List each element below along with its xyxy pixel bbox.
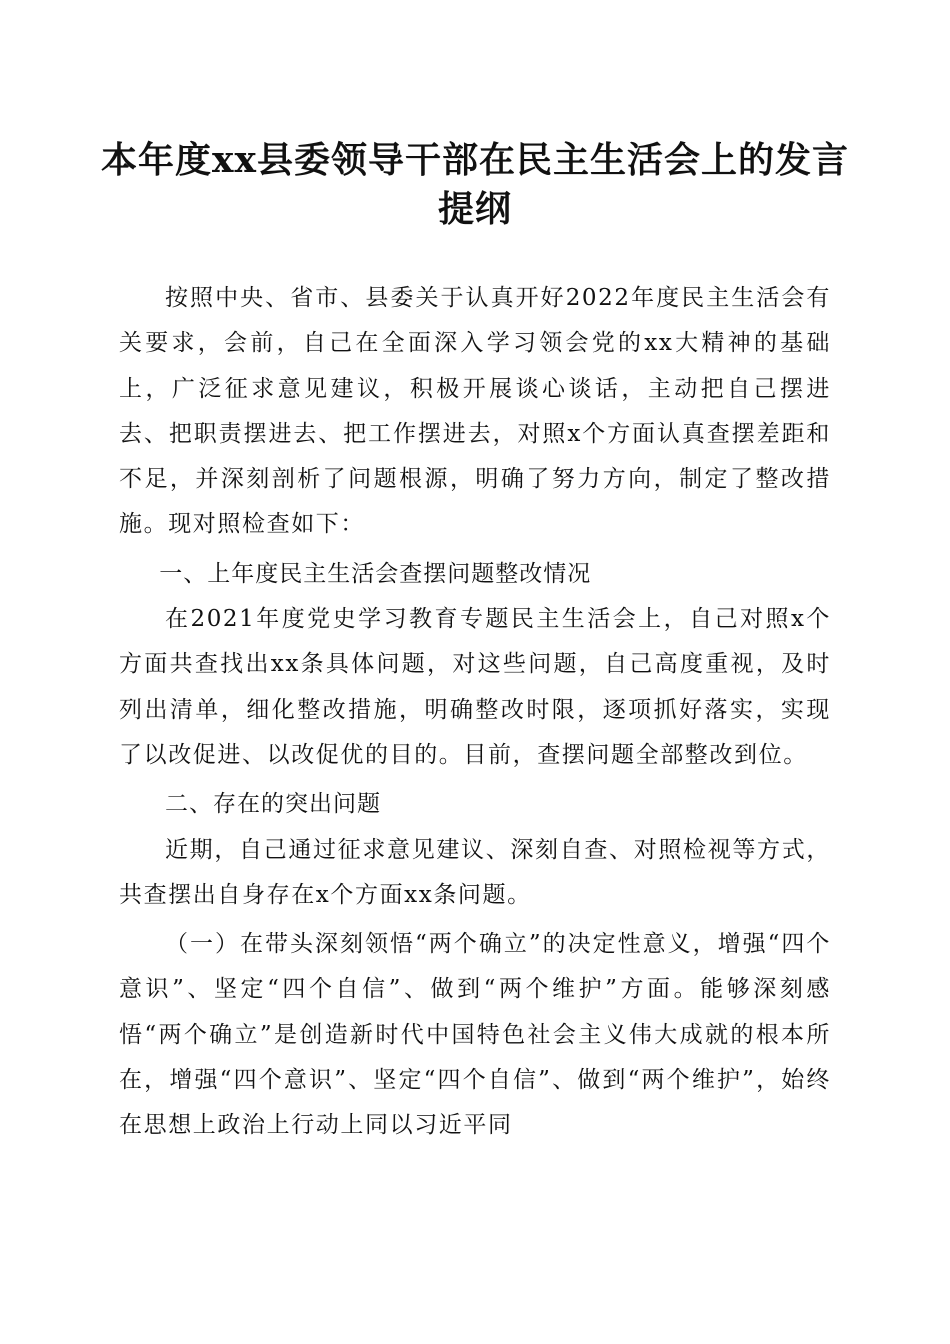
intro-paragraph: 按照中央、省市、县委关于认真开好2022年度民主生活会有关要求，会前，自己在全面深入学习领会党的xx大精神的基础上，广泛征求意见建议，积极开展谈心谈话，主动把自己摆进去、把职责摆进去、把工作摆进去，对照x个方面认真查摆差距和不足，并深刻剖析了问题根源，明确了努力方向，制定了整改措施。现对照检查如下： <box>119 285 831 538</box>
section-2-heading: 二、存在的突出问题 <box>165 791 381 818</box>
document-title: 本年度xx县委领导干部在民主生活会上的发言提纲 <box>101 139 849 230</box>
section-2-paragraph: 近期，自己通过征求意见建议、深刻自查、对照检视等方式，共查摆出自身存在x个方面xx条问题。 <box>119 836 831 908</box>
subsection-1-paragraph: （一）在带头深刻领悟“两个确立”的决定性意义，增强“四个意识”、坚定“四个自信”、做到“两个维护”方面。能够深刻感悟“两个确立”是创造新时代中国特色社会主义伟大成就的根本所在，增强“四个意识”、坚定“四个自信”、做到“两个维护”，始终在思想上政治上行动上同以习近平同 <box>119 931 831 1139</box>
section-1-paragraph: 在2021年度党史学习教育专题民主生活会上，自己对照x个方面共查找出xx条具体问题，对这些问题，自己高度重视，及时列出清单，细化整改措施，明确整改时限，逐项抓好落实，实现了以改促进、以改促优的目的。目前，查摆问题全部整改到位。 <box>119 606 831 768</box>
document-body <box>119 276 831 1149</box>
section-1-heading: 一、上年度民主生活会查摆问题整改情况 <box>159 560 592 587</box>
